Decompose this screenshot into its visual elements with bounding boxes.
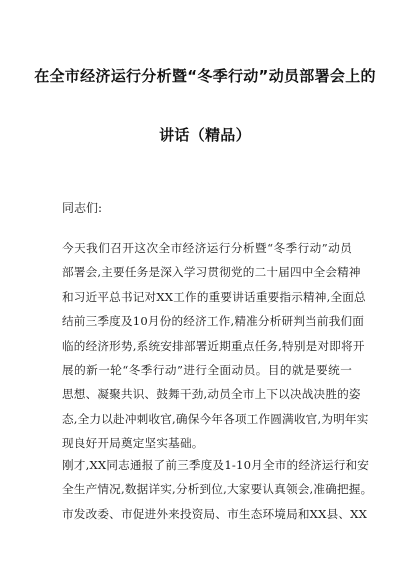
paragraph-1-line: 和习近平总书记对XX工作的重要讲话重要指示精神,全面总: [62, 289, 366, 304]
document-title-line-2: 讲话（精品）: [159, 126, 251, 144]
document-title-line-1: 在全市经济运行分析暨“冬季行动”动员部署会上的: [34, 67, 376, 85]
paragraph-1-line: 态,全力以赴冲刺收官,确保今年各项工作圆满收官,为明年实: [62, 411, 369, 426]
paragraph-1-line: 今天我们召开这次全市经济运行分析暨“冬季行动”动员: [62, 241, 352, 255]
paragraph-1: [62, 236, 369, 456]
paragraph-2-line: 市发改委、市促进外来投资局、市生态环境局和XX县、XX: [62, 506, 368, 521]
paragraph-1-line: 思想、凝聚共识、鼓舞干劲,动员全市上下以决战决胜的姿: [62, 387, 361, 402]
paragraph-1-line: 部署会,主要任务是深入学习贯彻党的二十届四中全会精神: [62, 265, 361, 280]
paragraph-1-line: 临的经济形势,系统安排部署近期重点任务,特别是对即将开: [62, 338, 365, 353]
salutation: 同志们:: [62, 201, 103, 215]
paragraph-1-line: 结前三季度及10月份的经济工作,精准分析研判当前我们面: [62, 314, 365, 329]
paragraph-1-line: 现良好开局奠定坚实基础。: [62, 436, 204, 451]
paragraph-2-line: 全生产情况,数据详实,分析到位,大家要认真领会,准确把握。: [62, 482, 373, 497]
paragraph-2-line: 刚才,XX同志通报了前三季度及1-10月全市的经济运行和安: [62, 458, 370, 472]
paragraph-2: [62, 453, 373, 526]
paragraph-1-line: 展的新一轮“冬季行动”进行全面动员。目的就是要统一: [62, 362, 352, 377]
